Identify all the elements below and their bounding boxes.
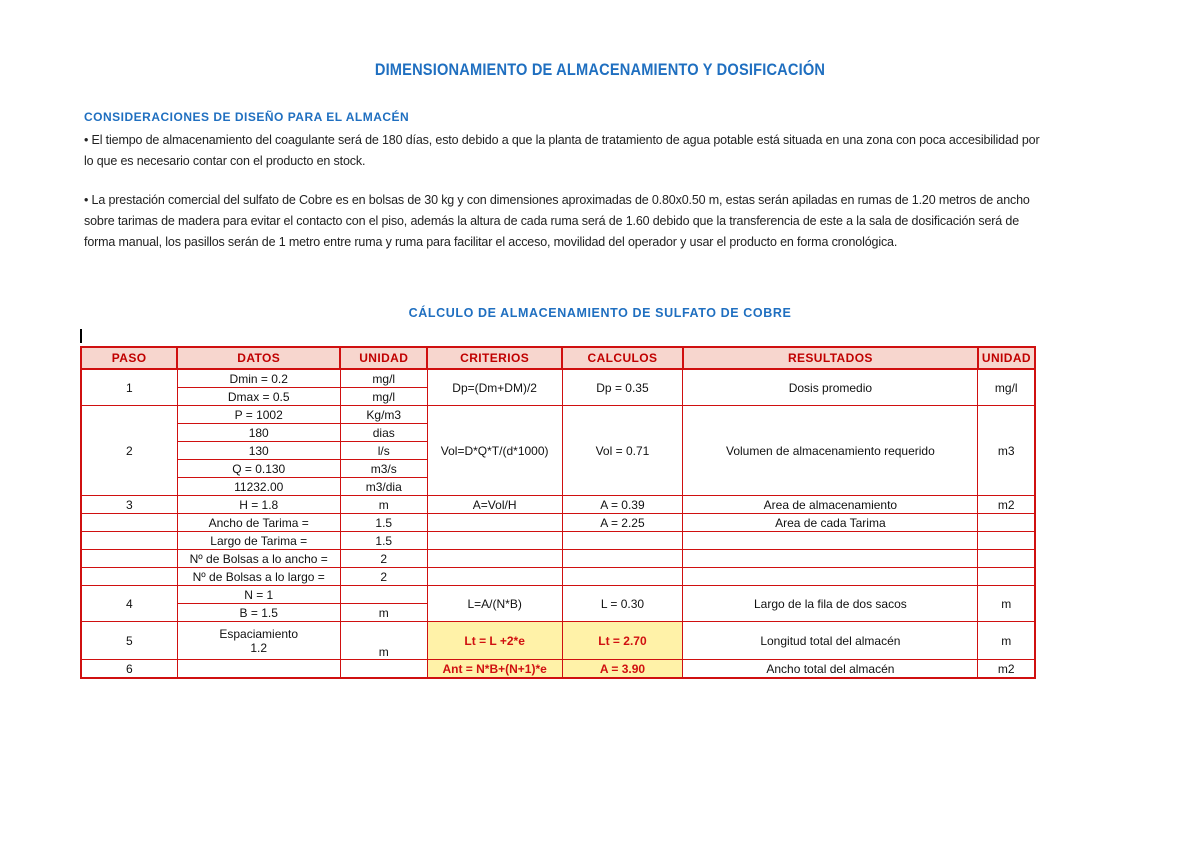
cell-paso — [81, 550, 177, 568]
cell-resultado: Longitud total del almacén — [683, 622, 978, 660]
cell-unidad: mg/l — [340, 388, 427, 406]
cell-unidad-result: m — [978, 622, 1035, 660]
cell-paso: 1 — [81, 369, 177, 406]
table-row — [81, 586, 1035, 604]
espaciamiento-label: Espaciamiento — [219, 626, 299, 641]
cell-resultado: Volumen de almacenamiento requerido — [683, 406, 978, 496]
cell-datos: B = 1.5 — [177, 604, 340, 622]
cell-calculo: L = 0.30 — [562, 586, 683, 622]
cell-unidad: m3/dia — [340, 478, 427, 496]
cell-criterio: L=A/(N*B) — [427, 586, 562, 622]
cell-unidad-result: m — [978, 586, 1035, 622]
cell-unidad-result — [978, 532, 1035, 550]
cell-datos: Ancho de Tarima = — [177, 514, 340, 532]
cell-resultado: Area de almacenamiento — [683, 496, 978, 514]
table-row — [81, 568, 1035, 586]
table-row — [81, 369, 1035, 388]
cell-unidad: 1.5 — [340, 532, 427, 550]
cell-criterio: A=Vol/H — [427, 496, 562, 514]
cell-paso — [81, 514, 177, 532]
cell-datos: H = 1.8 — [177, 496, 340, 514]
header-criterios: CRITERIOS — [427, 347, 562, 369]
cell-unidad-result — [978, 550, 1035, 568]
cell-paso — [81, 532, 177, 550]
cell-unidad: 2 — [340, 568, 427, 586]
cell-calculo — [562, 532, 683, 550]
cell-datos: 180 — [177, 424, 340, 442]
cell-unidad-result: m2 — [978, 660, 1035, 679]
cell-calculo: Vol = 0.71 — [562, 406, 683, 496]
table-row — [81, 406, 1035, 424]
header-calculos: CALCULOS — [562, 347, 683, 369]
cell-paso: 6 — [81, 660, 177, 679]
cell-paso — [81, 568, 177, 586]
cell-criterio: Dp=(Dm+DM)/2 — [427, 369, 562, 406]
cell-datos: Nº de Bolsas a lo largo = — [177, 568, 340, 586]
cell-unidad: mg/l — [340, 369, 427, 388]
table-header-row — [81, 347, 1035, 369]
table-row — [81, 660, 1035, 679]
cell-resultado: Area de cada Tarima — [683, 514, 978, 532]
table-row — [81, 514, 1035, 532]
cell-criterio — [427, 550, 562, 568]
cell-unidad-result — [978, 514, 1035, 532]
cell-unidad: 1.5 — [340, 514, 427, 532]
cell-unidad — [340, 586, 427, 604]
cell-resultado: Dosis promedio — [683, 369, 978, 406]
cell-datos — [177, 622, 340, 660]
cell-resultado — [683, 532, 978, 550]
header-resultados: RESULTADOS — [683, 347, 978, 369]
cell-calculo: A = 0.39 — [562, 496, 683, 514]
page-title: DIMENSIONAMIENTO DE ALMACENAMIENTO Y DOSIFICACIÓN — [374, 60, 826, 79]
cell-datos: Largo de Tarima = — [177, 532, 340, 550]
cell-unidad: m — [340, 496, 427, 514]
cell-resultado — [683, 550, 978, 568]
cell-criterio: Vol=D*Q*T/(d*1000) — [427, 406, 562, 496]
cell-unidad: dias — [340, 424, 427, 442]
table-row — [81, 550, 1035, 568]
table-row — [81, 532, 1035, 550]
cell-criterio — [427, 568, 562, 586]
cell-datos: 130 — [177, 442, 340, 460]
header-paso: PASO — [81, 347, 177, 369]
cell-datos: Dmin = 0.2 — [177, 369, 340, 388]
cell-calculo: A = 2.25 — [562, 514, 683, 532]
cell-calculo: A = 3.90 — [562, 660, 683, 679]
cell-unidad-result: m3 — [978, 406, 1035, 496]
table-row — [81, 496, 1035, 514]
cell-criterio: Lt = L +2*e — [427, 622, 562, 660]
espaciamiento-value: 1.2 — [250, 640, 268, 655]
cell-datos: N = 1 — [177, 586, 340, 604]
cell-paso: 4 — [81, 586, 177, 622]
cell-paso: 3 — [81, 496, 177, 514]
cell-unidad-result: m2 — [978, 496, 1035, 514]
cell-datos: 11232.00 — [177, 478, 340, 496]
cell-unidad: m — [340, 622, 427, 660]
cell-resultado — [683, 568, 978, 586]
consideration-paragraph-2: • La prestación comercial del sulfato de Cobre es en bolsas de 30 kg y con dimensiones aproximadas de 0.80x0.50 m, estas serán apiladas en rumas de 1.20 metros de ancho sobre tarimas de madera para evitar el contacto con el piso, además la altura de cada ruma será de 1.60 debido que la transferencia de este a la sala de dosificación será de forma manual, los pasillos serán de 1 metro entre ruma y ruma para facilitar el acceso, movilidad del operador y usar el producto en forma cronológica. — [84, 193, 1030, 249]
text-cursor — [80, 329, 82, 343]
cell-datos: P = 1002 — [177, 406, 340, 424]
cell-calculo — [562, 550, 683, 568]
cell-datos — [177, 660, 340, 679]
cell-unidad-result: mg/l — [978, 369, 1035, 406]
cell-unidad: m — [340, 604, 427, 622]
cell-unidad: Kg/m3 — [340, 406, 427, 424]
consideration-paragraph-1: • El tiempo de almacenamiento del coagulante será de 180 días, esto debido a que la planta de tratamiento de agua potable está situada en una zona con poca accesibilidad por lo que es necesario contar con el producto en stock. — [84, 133, 1040, 168]
cell-unidad: l/s — [340, 442, 427, 460]
considerations-heading: CONSIDERACIONES DE DISEÑO PARA EL ALMACÉN — [84, 110, 410, 124]
cell-unidad: 2 — [340, 550, 427, 568]
cell-datos: Dmax = 0.5 — [177, 388, 340, 406]
cell-calculo: Dp = 0.35 — [562, 369, 683, 406]
cell-criterio — [427, 532, 562, 550]
header-unidad-result: UNIDAD — [978, 347, 1035, 369]
header-unidad: UNIDAD — [340, 347, 427, 369]
cell-resultado: Largo de la fila de dos sacos — [683, 586, 978, 622]
cell-paso: 2 — [81, 406, 177, 496]
cell-datos: Nº de Bolsas a lo ancho = — [177, 550, 340, 568]
calculation-title: CÁLCULO DE ALMACENAMIENTO DE SULFATO DE COBRE — [408, 306, 792, 320]
cell-criterio: Ant = N*B+(N+1)*e — [427, 660, 562, 679]
header-datos: DATOS — [177, 347, 340, 369]
cell-calculo: Lt = 2.70 — [562, 622, 683, 660]
cell-unidad: m3/s — [340, 460, 427, 478]
cell-datos: Q = 0.130 — [177, 460, 340, 478]
cell-unidad — [340, 660, 427, 679]
cell-paso: 5 — [81, 622, 177, 660]
calculation-table — [80, 346, 1036, 679]
cell-calculo — [562, 568, 683, 586]
cell-criterio — [427, 514, 562, 532]
cell-resultado: Ancho total del almacén — [683, 660, 978, 679]
table-row — [81, 622, 1035, 660]
cell-unidad-result — [978, 568, 1035, 586]
